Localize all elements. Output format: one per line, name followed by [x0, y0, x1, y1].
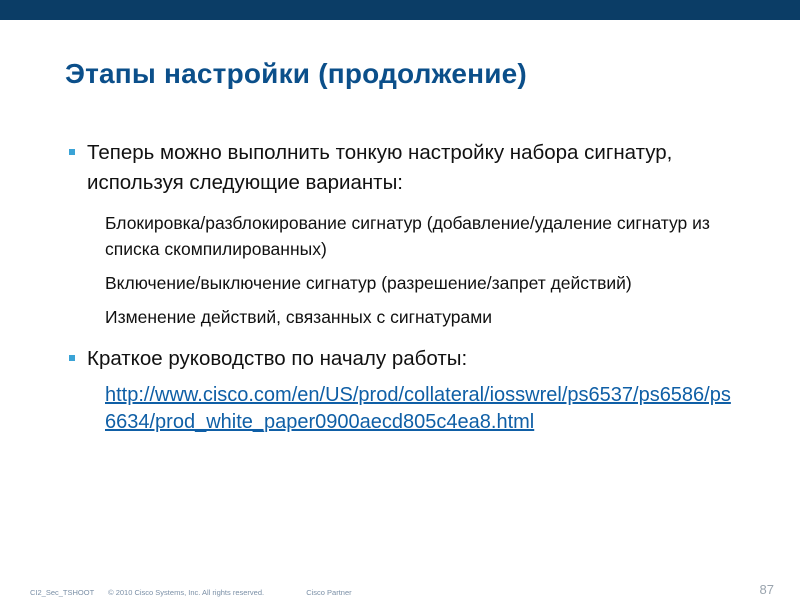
square-bullet-icon — [69, 149, 75, 155]
option-item: Блокировка/разблокирование сигнатур (добавление/удаление сигнатур из списка скомпилированных) — [105, 213, 710, 259]
top-bar — [0, 0, 800, 20]
bullet-fine-tuning — [68, 138, 748, 198]
option-item: Изменение действий, связанных с сигнатурами — [105, 307, 493, 327]
footer-course: CI2_Sec_TSHOOT — [30, 588, 95, 597]
guide-link[interactable]: http://www.cisco.com/en/US/prod/collateral/iosswrel/ps6537/ps6586/ps6634/prod_white_paper0900aecd805c4ea8.html — [105, 384, 731, 433]
square-bullet-icon — [69, 355, 75, 361]
footer — [30, 588, 352, 597]
slide-title: Этапы настройки (продолжение) — [65, 58, 527, 89]
footer-copyright: © 2010 Cisco Systems, Inc. All rights reserved. — [108, 588, 265, 597]
page-number: 87 — [759, 582, 774, 597]
slide-content — [68, 138, 748, 436]
option-item: Включение/выключение сигнатур (разрешение/запрет действий) — [105, 273, 632, 293]
bullet-text: Краткое руководство по началу работы: — [87, 347, 468, 370]
bullet-text: Теперь можно выполнить тонкую настройку набора сигнатур, используя следующие варианты: — [87, 141, 673, 194]
bullet-quick-start — [68, 344, 748, 374]
footer-partner: Cisco Partner — [306, 588, 352, 597]
